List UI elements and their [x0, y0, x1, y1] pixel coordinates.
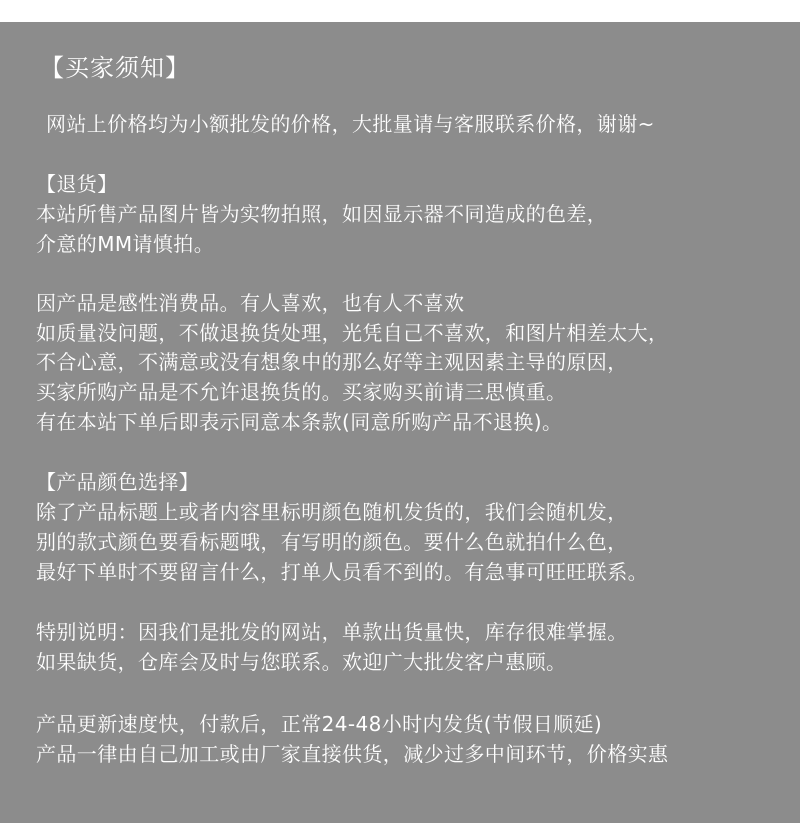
returns-line: 不合心意，不满意或没有想象中的那么好等主观因素主导的原因，: [36, 350, 628, 374]
returns-line: 买家所购产品是不允许退换货的。买家购买前请三思慎重。: [36, 380, 567, 404]
shipping-line: 产品更新速度快，付款后，正常24-48小时内发货(节假日顺延): [36, 712, 603, 736]
notice-title: 【买家须知】: [40, 54, 190, 82]
special-line: 特别说明：因我们是批发的网站，单款出货量快，库存很难掌握。: [36, 620, 628, 644]
color-line: 别的款式颜色要看标题哦，有写明的颜色。要什么色就拍什么色，: [36, 530, 628, 554]
price-note: 网站上价格均为小额批发的价格，大批量请与客服联系价格，谢谢~: [46, 112, 655, 136]
returns-line: 如质量没问题，不做退换货处理，光凭自己不喜欢，和图片相差太大，: [36, 321, 669, 345]
returns-line: 本站所售产品图片皆为实物拍照，如因显示器不同造成的色差，: [36, 202, 608, 226]
special-line: 如果缺货，仓库会及时与您联系。欢迎广大批发客户惠顾。: [36, 650, 567, 674]
returns-line: 有在本站下单后即表示同意本条款(同意所购产品不退换)。: [36, 410, 563, 434]
color-line: 最好下单时不要留言什么，打单人员看不到的。有急事可旺旺联系。: [36, 560, 648, 584]
returns-heading: 【退货】: [36, 172, 118, 196]
shipping-line: 产品一律由自己加工或由厂家直接供货，减少过多中间环节，价格实惠: [36, 742, 669, 766]
returns-line: 因产品是感性消费品。有人喜欢，也有人不喜欢: [36, 291, 465, 315]
returns-line: 介意的MM请慎拍。: [36, 232, 215, 256]
color-line: 除了产品标题上或者内容里标明颜色随机发货的，我们会随机发，: [36, 500, 628, 524]
notice-panel: [0, 22, 800, 823]
color-heading: 【产品颜色选择】: [36, 470, 200, 494]
